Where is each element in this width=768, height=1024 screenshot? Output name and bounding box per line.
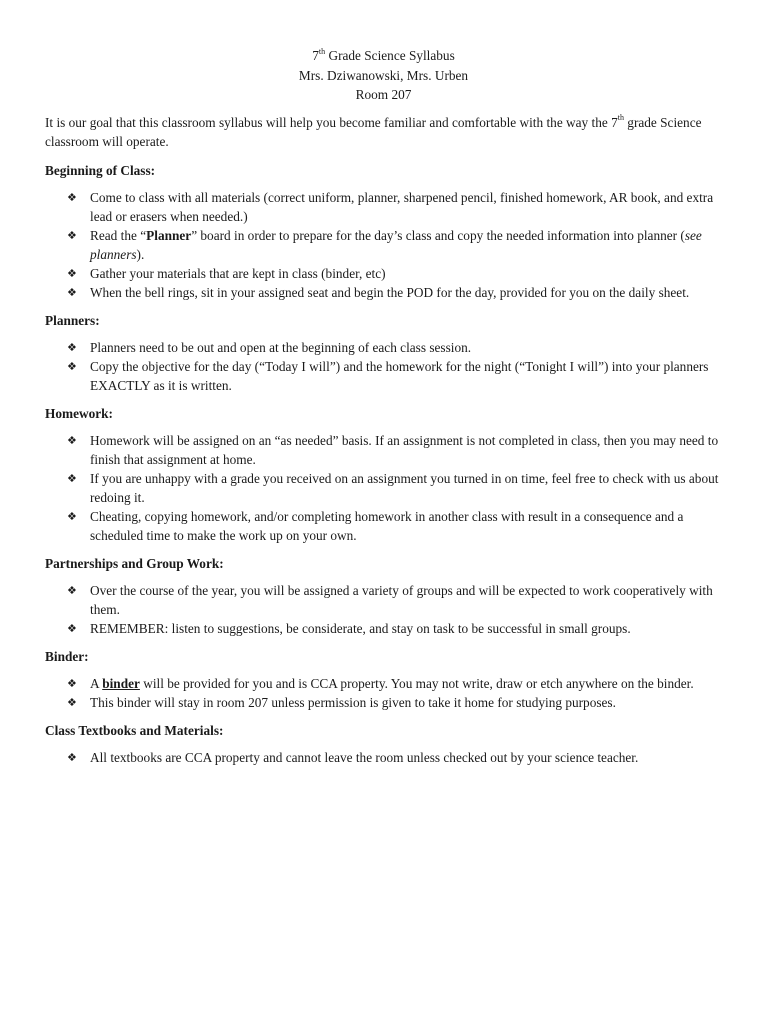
list-item: [45, 357, 722, 395]
binder-list: [45, 674, 722, 712]
intro-paragraph: [45, 113, 722, 151]
list-item-text: Cheating, copying homework, and/or completing homework in another class with result in a consequence and a scheduled time to make the work up on your own.: [90, 508, 684, 543]
diamond-bullet-icon: ❖: [67, 285, 77, 299]
document-title: [45, 46, 722, 66]
teacher-names: Mrs. Dziwanowski, Mrs. Urben: [298, 67, 469, 83]
diamond-bullet-icon: ❖: [67, 471, 77, 485]
section-heading-binder: Binder:: [45, 648, 89, 664]
beginning-of-class-list: [45, 188, 722, 302]
list-item-text: When the bell rings, sit in your assigned seat and begin the POD for the day, provided for you on the daily sheet.: [90, 284, 690, 300]
list-item-text: A: [90, 675, 103, 691]
list-item: [45, 338, 722, 357]
list-item: [45, 431, 722, 469]
textbooks-list: [45, 748, 722, 767]
partnerships-list: [45, 581, 722, 638]
diamond-bullet-icon: ❖: [67, 695, 77, 709]
list-item-text: Read the “: [90, 227, 147, 243]
list-item-text: Come to class with all materials (correct uniform, planner, sharpened pencil, finished homework, AR book, and extra lead or erasers when needed.): [90, 189, 714, 224]
list-item-text: will be provided for you and is CCA property. You may not write, draw or etch anywhere on the binder.: [139, 675, 694, 691]
planners-list: [45, 338, 722, 395]
room-number: Room 207: [355, 87, 412, 102]
section-heading-planners: Planners:: [45, 312, 100, 328]
list-item: [45, 507, 722, 545]
list-item-text: ” board in order to prepare for the day’s class and copy the needed information into planner (: [191, 227, 685, 243]
homework-list: [45, 431, 722, 545]
document-header: [45, 46, 722, 105]
list-item-text: Copy the objective for the day (“Today I will”) and the homework for the night (“Tonight I will”) into your planners EXACTLY as it is written.: [90, 358, 709, 393]
diamond-bullet-icon: ❖: [67, 621, 77, 635]
title-superscript: th: [318, 46, 326, 56]
list-item-text: Homework will be assigned on an “as needed” basis. If an assignment is not completed in class, then you may need to finish that assignment at home.: [90, 432, 719, 467]
section-heading-textbooks: Class Textbooks and Materials:: [45, 722, 224, 738]
list-item: [45, 581, 722, 619]
list-item-text: This binder will stay in room 207 unless permission is given to take it home for studying purposes.: [90, 694, 616, 710]
diamond-bullet-icon: ❖: [67, 433, 77, 447]
diamond-bullet-icon: ❖: [67, 190, 77, 204]
diamond-bullet-icon: ❖: [67, 359, 77, 373]
intro-text-end: grade Science classroom will operate.: [45, 114, 702, 149]
list-item-text: REMEMBER: listen to suggestions, be considerate, and stay on task to be successful in small groups.: [90, 620, 631, 636]
list-item: [45, 693, 722, 712]
diamond-bullet-icon: ❖: [67, 583, 77, 597]
list-item: [45, 283, 722, 302]
diamond-bullet-icon: ❖: [67, 228, 77, 242]
diamond-bullet-icon: ❖: [67, 266, 77, 280]
diamond-bullet-icon: ❖: [67, 676, 77, 690]
list-item-text: All textbooks are CCA property and cannot leave the room unless checked out by your science teacher.: [90, 749, 639, 765]
diamond-bullet-icon: ❖: [67, 509, 77, 523]
intro-superscript: th: [617, 113, 624, 123]
list-item-text: Planners need to be out and open at the beginning of each class session.: [90, 339, 472, 355]
diamond-bullet-icon: ❖: [67, 340, 77, 354]
list-item-text: Over the course of the year, you will be assigned a variety of groups and will be expected to work cooperatively with them.: [90, 582, 713, 617]
planner-emphasis: Planner: [146, 227, 192, 243]
list-item-text: ).: [136, 246, 145, 262]
title-grade: 7: [312, 48, 319, 63]
list-item: [45, 264, 722, 283]
section-heading-homework: Homework:: [45, 405, 113, 421]
intro-text: It is our goal that this classroom syllabus will help you become familiar and comfortable with the way the 7: [45, 114, 618, 130]
see-planners-emphasis: see planners: [90, 227, 702, 262]
list-item-text: If you are unhappy with a grade you received on an assignment you turned in on time, feel free to check with us about redoing it.: [90, 470, 719, 505]
list-item-text: Gather your materials that are kept in class (binder, etc): [90, 265, 386, 281]
list-item: [45, 188, 722, 226]
diamond-bullet-icon: ❖: [67, 750, 77, 764]
list-item: [45, 674, 722, 693]
list-item: [45, 469, 722, 507]
list-item: [45, 619, 722, 638]
section-heading-partnerships: Partnerships and Group Work:: [45, 555, 224, 571]
binder-emphasis: binder: [102, 675, 140, 691]
list-item: [45, 226, 722, 264]
list-item: [45, 748, 722, 767]
title-text: Grade Science Syllabus: [325, 48, 455, 63]
section-heading-beginning-of-class: Beginning of Class:: [45, 162, 156, 178]
